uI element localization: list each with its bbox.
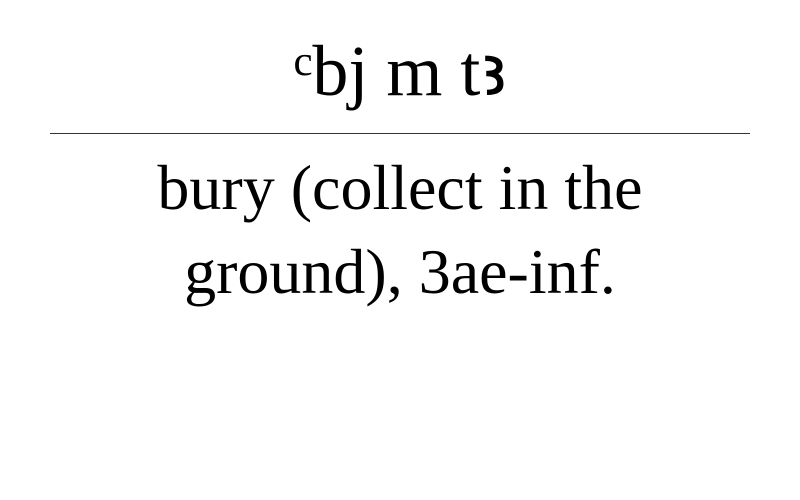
term-heading: ᶜbj m tꜣ <box>293 31 507 111</box>
divider-line <box>50 133 750 134</box>
definition-text: bury (collect in the ground), 3ae-inf. <box>157 152 643 307</box>
